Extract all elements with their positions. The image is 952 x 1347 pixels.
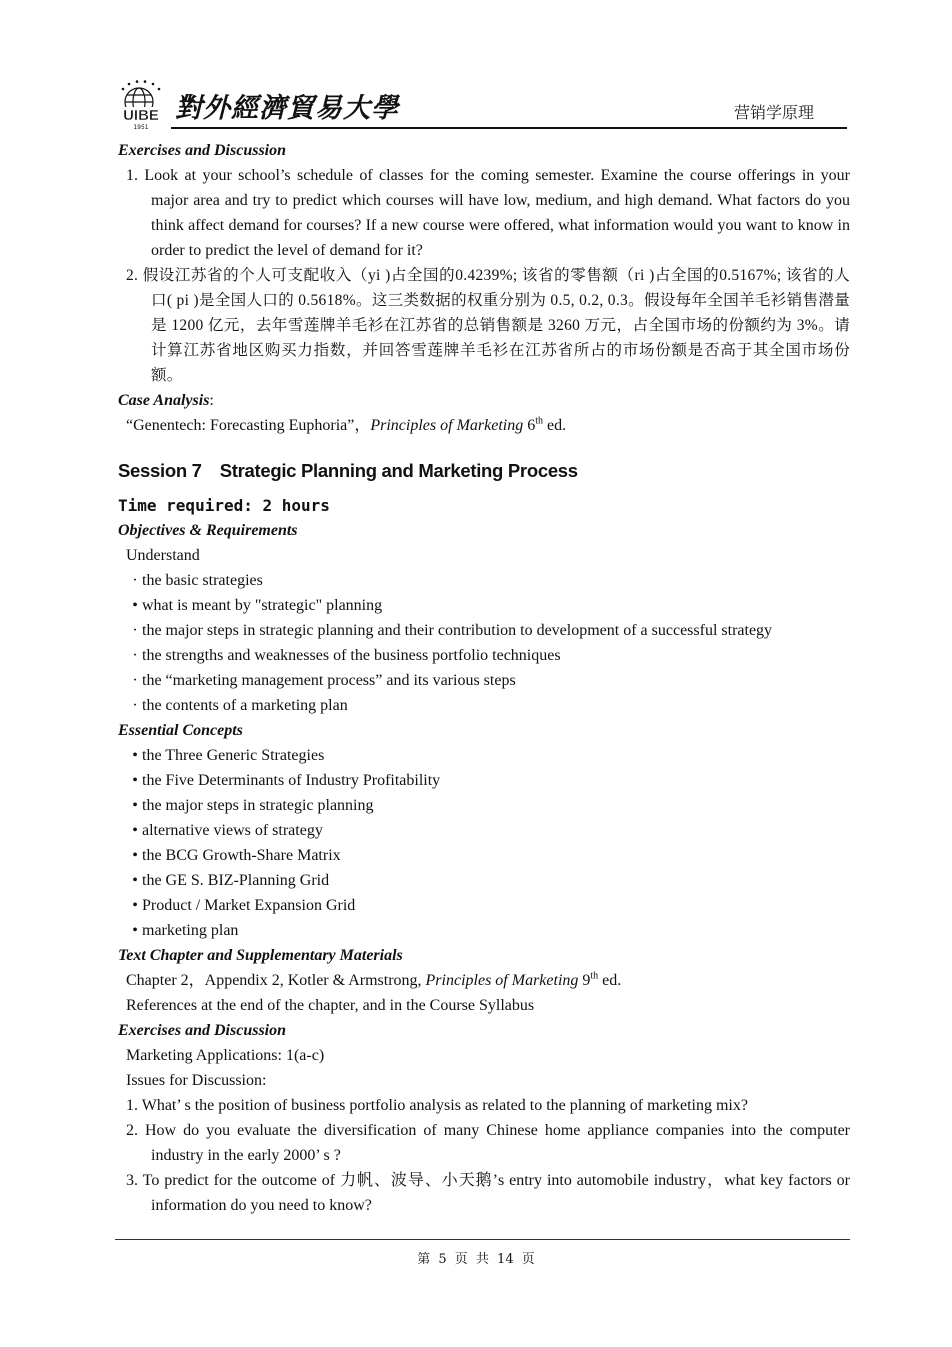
- materials-references-line: References at the end of the chapter, and in the Course Syllabus: [126, 997, 535, 1014]
- materials-chapter-line: [118, 968, 850, 993]
- concept-item: • the Five Determinants of Industry Profitability: [118, 768, 850, 793]
- concept-item: • Product / Market Expansion Grid: [118, 893, 850, 918]
- session-title: Strategic Planning and Marketing Process: [219, 460, 578, 481]
- exercises-heading: Exercises and Discussion: [118, 142, 287, 159]
- page-header: [115, 76, 847, 128]
- concept-item: • the BCG Growth-Share Matrix: [118, 843, 850, 868]
- concept-item: • the major steps in strategic planning: [118, 793, 850, 818]
- marketing-applications-line: Marketing Applications: 1(a-c): [126, 1047, 325, 1064]
- objective-item: · the contents of a marketing plan: [118, 693, 850, 718]
- header-rule: [171, 127, 847, 129]
- case-analysis-colon: :: [209, 392, 214, 409]
- materials-heading: Text Chapter and Supplementary Materials: [118, 947, 403, 964]
- university-name: 對外經濟貿易大學: [175, 93, 399, 124]
- discussion-heading: Exercises and Discussion: [118, 1022, 287, 1039]
- course-name: 营销学原理: [733, 103, 814, 122]
- concept-item: • alternative views of strategy: [118, 818, 850, 843]
- logo-year: 1951: [133, 124, 149, 130]
- objective-item: · the “marketing management process” and its various steps: [118, 668, 850, 693]
- discussion-item: 1. What’ s the position of business portfolio analysis as related to the planning of marketing mix?: [126, 1097, 748, 1114]
- university-logo-emblem: [115, 80, 169, 130]
- page-content: [118, 138, 850, 1218]
- case-edition-number: 6: [523, 417, 536, 434]
- discussion-item: 2. How do you evaluate the diversification of many Chinese home appliance companies into the computer industry in the early 2000’ s ?: [126, 1122, 850, 1164]
- session-number: Session 7: [118, 460, 202, 481]
- objective-item: · the basic strategies: [118, 568, 850, 593]
- page-number: 第 5 页 共 14 页: [417, 1252, 535, 1267]
- issues-label: Issues for Discussion:: [126, 1072, 267, 1089]
- concept-item: • marketing plan: [118, 918, 850, 943]
- case-title: “Genentech: Forecasting Euphoria”，: [126, 417, 371, 434]
- objectives-intro: Understand: [126, 547, 200, 564]
- objective-item: · the strengths and weaknesses of the business portfolio techniques: [118, 643, 850, 668]
- case-analysis-heading: [118, 388, 850, 413]
- case-analysis-label: Case Analysis: [118, 392, 210, 409]
- objective-item: · the major steps in strategic planning and their contribution to development of a successful strategy: [118, 618, 850, 643]
- exercise-item: 1. Look at your school’s schedule of classes for the coming semester. Examine the course offerings in your major area and try to predict which courses will have low, medium, and high demand. What factors do you think affect demand for courses? If a new course were offered, what information would you want to know in order to predict the level of demand for it?: [126, 167, 850, 259]
- materials-edition-text: ed.: [598, 972, 622, 989]
- materials-edition-suffix: th: [590, 970, 599, 982]
- footer-rule: [115, 1239, 850, 1240]
- time-required: Time required: 2 hours: [118, 496, 330, 515]
- case-book-title: Principles of Marketing: [370, 417, 524, 434]
- objectives-heading: Objectives & Requirements: [118, 522, 298, 539]
- discussion-item: 3. To predict for the outcome of 力帆、波导、小天鹅’s entry into automobile industry，what key factors or information do you need to know?: [126, 1172, 850, 1214]
- logo-letters: UIBE: [123, 107, 159, 124]
- materials-book-title: Principles of Marketing: [425, 972, 579, 989]
- objective-item: • what is meant by "strategic" planning: [118, 593, 850, 618]
- concepts-heading: Essential Concepts: [118, 722, 243, 739]
- session-heading: [118, 458, 850, 483]
- concept-item: • the Three Generic Strategies: [118, 743, 850, 768]
- case-analysis-reference: [118, 413, 850, 438]
- materials-edition-number: 9: [578, 972, 591, 989]
- materials-chapter-text: Chapter 2，Appendix 2, Kotler & Armstrong,: [126, 972, 426, 989]
- exercise-item: 2. 假设江苏省的个人可支配收入（yi )占全国的0.4239%; 该省的零售额（ri )占全国的0.5167%; 该省的人口( pi )是全国人口的 0.5618%。这三类数据的权重分别为 0.5, 0.2, 0.3。假设每年全国羊毛衫销售潜量是 1200 亿元，去年雪莲牌羊毛衫在江苏省的总销售额是 3260 万元，占全国市场的份额约为 3%。请计算江苏省地区购买力指数，并回答雪莲牌羊毛衫在江苏省所占的市场份额是否高于其全国市场份额。: [126, 267, 850, 384]
- case-edition-text: ed.: [543, 417, 567, 434]
- concept-item: • the GE S. BIZ-Planning Grid: [118, 868, 850, 893]
- case-edition-suffix: th: [535, 415, 543, 427]
